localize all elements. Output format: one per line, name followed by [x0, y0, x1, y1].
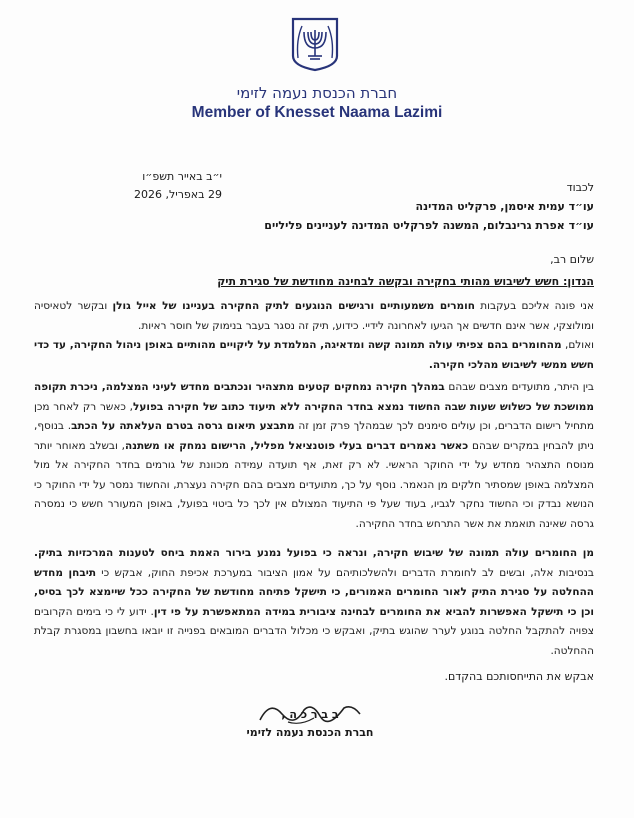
signature-signer: חברת הכנסת נעמה לזימי — [246, 726, 374, 739]
p2-text-c: , כאשר רק לאחר מכן מתחיל רישום הדברים, וכן עולים סימנים לכך שבמהלך פרק זמן זה — [34, 400, 595, 432]
greeting: שלום רב, — [550, 253, 594, 266]
p3-text-b: בנסיבות אלה, ובשים לב לחומרת הדברים ולהשלכותיהם על אמון הציבור במערכת אכיפת החוק, אבקש כי — [96, 566, 594, 579]
p2-text-a: בין היתר, מתועדים מצבים שבהם — [444, 381, 594, 393]
signature-blessing: ב ב ר כ ה , — [281, 708, 339, 721]
recipient-line-2: עו״ד אפרת גרינבלום, המשנה לפרקליט המדינה לעניינים פליליים — [264, 219, 594, 232]
recipient-line-1: עו״ד עמית איסמן, פרקליט המדינה — [415, 200, 594, 213]
closing-request: אבקש את התייחסותכם בהקדם. — [444, 670, 594, 683]
p3-bold-a: מן החומרים עולה תמונה של שיבוש חקירה, ונראה כי בפועל נמנע בירור האמת ביחס לטענות המרכזיות בתיק. — [34, 547, 594, 559]
p2-bold-b: במהלך חקירה נמחקים קטעים מתצהיר ונכתבים מחדש לעיני המצלמה, ניכרת תקופה ממושכת של כשלוש שעות שבה החשוד נמצא בחדר החקירה ללא תיעוד כתוב של חקירה בפועל — [34, 381, 594, 413]
gregorian-date: 29 באפריל, 2026 — [134, 188, 222, 201]
body-paragraph-1 — [34, 297, 594, 375]
p1-text-a: אני פונה אליכם בעקבות — [474, 300, 595, 312]
p3-text-d: . ידוע לי כי בימים הקרובים צפויה להתקבל החלטה בנוגע לערר שהוגש בתיק, ואבקש כי מכלול הדברים המובאים בפנייה זו יובאו בחשבון במסגרת קבלת ההחלטה. — [34, 605, 594, 657]
p2-bold-f: כאשר נאמרים דברים בעלי פוטנציאל מפליל, הרישום נמחק או משתנה — [125, 439, 469, 452]
p2-text-g: , ובשלב מאוחר יותר מנוסח התצהיר מחדש על ידי החוקר הראשי. לא רק זאת, אף תועדה עמידה מכוונת של גורמים בחדר החקירה אל מול המצלמה באופן שמסתיר חלקים מן הנאמר. נוסף על כך, מתועדים מצבים בהם חקירה נעצרת, והחשוד נמסר על ידי החוקר כי הנושא נבדק וכי החשוד נחקר לגביו, בעוד שעל פי התיעוד המצולם אין לכך כל ביטוי בפועל, באופן המעורר חשש כי נמסרה גרסה שאינה תואמת את אשר התרחש בחדר החקירה. — [34, 439, 594, 530]
subject-line: הנדון: חשש לשיבוש מהותי בחקירה ובקשה לבחינה מחודשת של סגירת תיק — [217, 275, 594, 288]
body-paragraph-3 — [34, 544, 594, 661]
letterhead-name-hebrew: חברת הכנסת נעמה לזימי — [236, 84, 398, 102]
knesset-emblem-icon — [290, 16, 340, 72]
p1-text-c: ובקשר לטאיסיה ומולוצקי, אשר אינם חדשים אך הגיעו לאחרונה לידיי. כידוע, תיק זה נסגר בעבר בנימוק של חוסר ראיות. — [34, 300, 594, 332]
p2-text-e: . בנוסף, ניתן להבחין במקרים שבהם — [34, 420, 594, 452]
p3-bold-c: תיבחן מחדש ההחלטה על סגירת התיק לאור החומרים האמורים, כי תישקל פתיחה מחודשת של החקירה ככל שיימצא לכך בסיס, וכן כי תישקל האפשרות להביא את החומרים לבחינה ציבורית במידה המתאפשרת על פי דין — [34, 566, 594, 618]
body-paragraph-2 — [34, 378, 594, 534]
signature-block — [230, 706, 390, 742]
p1-text-d: ואולם, — [561, 339, 594, 351]
hebrew-date: י״ב באייר תשפ״ו — [142, 170, 222, 183]
p1-bold-b: חומרים משמעותיים ורגישים הנוגעים לתיק החקירה בעניינו של אייל גולן — [112, 300, 475, 312]
recipients-block — [74, 178, 594, 235]
p1-bold-e: מהחומרים בהם צפיתי עולה תמונה קשה ומדאיגה, המלמדת על ליקויים מהותיים באופן ניהול החקירה, עד כדי חשש ממשי לשיבוש מהלכי חקירה. — [34, 339, 594, 371]
recipient-salutation: לכבוד — [566, 181, 594, 194]
letterhead-name-english: Member of Knesset Naama Lazimi — [191, 104, 443, 121]
p2-bold-d: מתבצע תיאום גרסה בטרם העלאתה על הכתב — [71, 420, 295, 432]
